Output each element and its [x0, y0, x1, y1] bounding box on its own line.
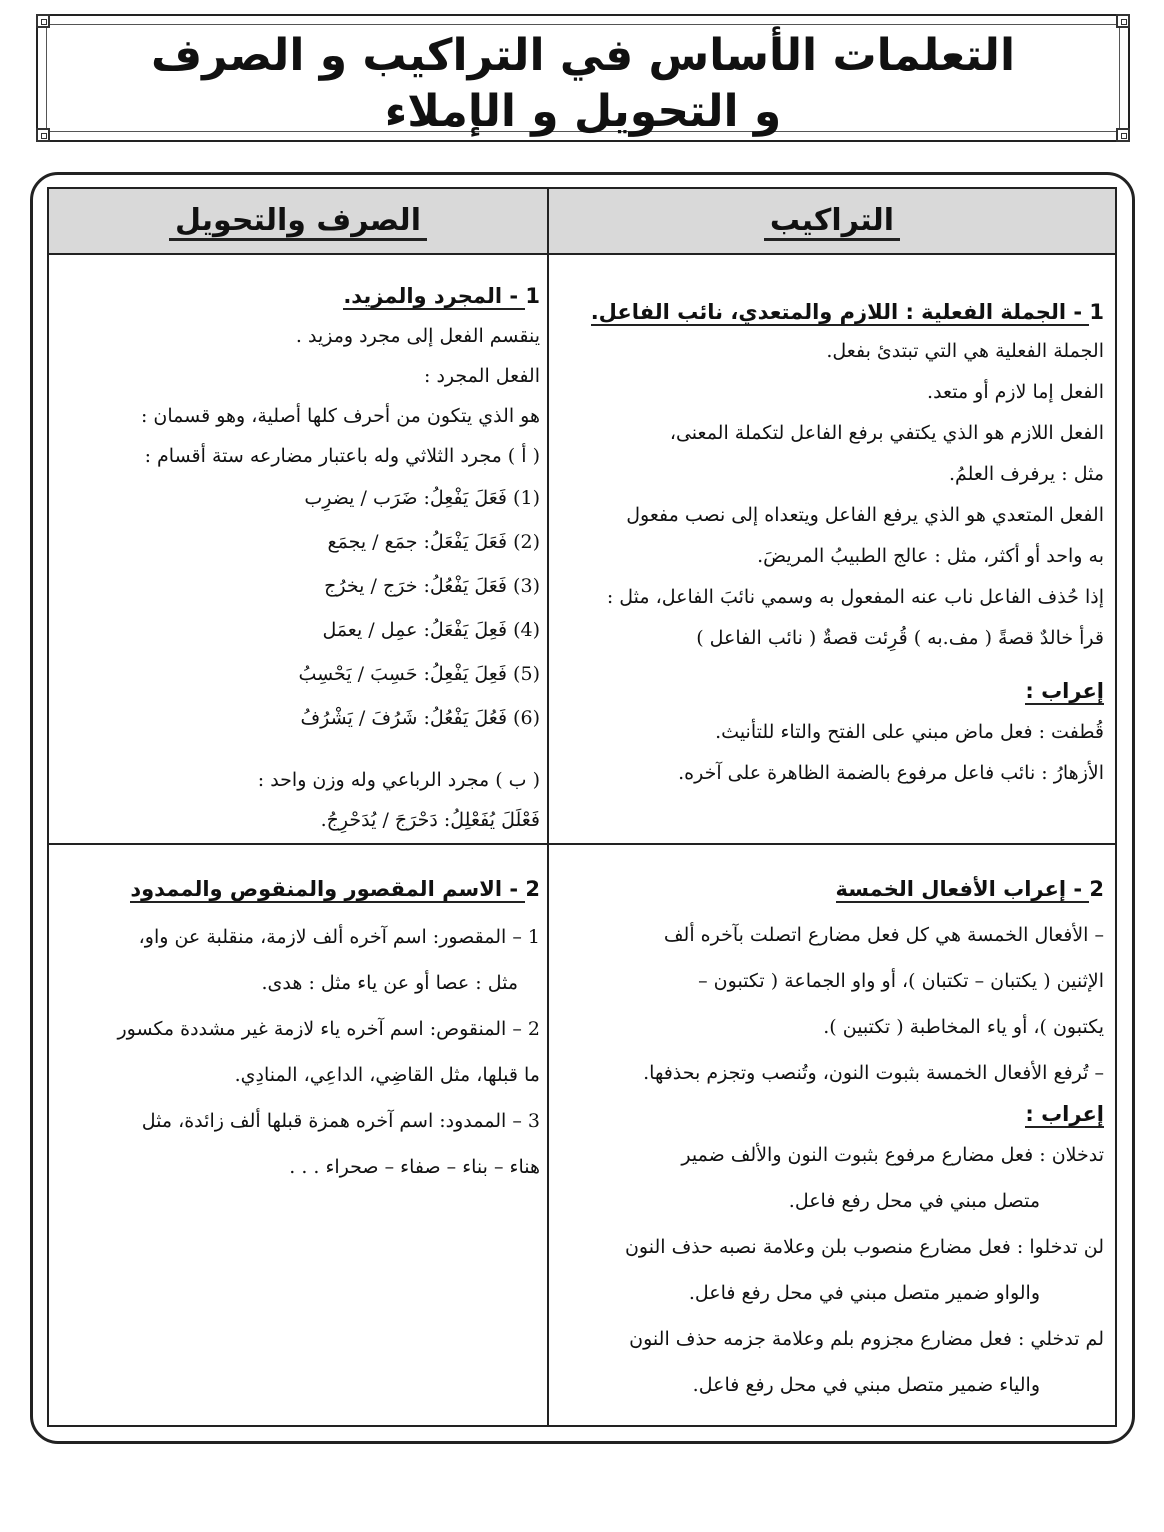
text-line: الفعل المتعدي هو الذي يرفع الفاعل ويتعداه إلى نصب مفعول — [626, 504, 1104, 526]
text-line: ما قبلها، مثل القاضِي، الداعِي، المنادِي. — [234, 1064, 540, 1086]
irab-label: إعراب : — [1025, 679, 1104, 703]
text-line: – الأفعال الخمسة هي كل فعل مضارع اتصلت بآخره ألف — [663, 924, 1104, 946]
tarakib-section-2 — [556, 866, 1104, 1408]
text-line: (3) فَعَلَ يَفْعُلُ: خرَج / يخرُج — [324, 575, 540, 597]
header-sarf: الصرف والتحويل — [49, 189, 547, 253]
text-line: تدخلان : فعل مضارع مرفوع بثبوت النون والألف ضمير — [681, 1144, 1104, 1166]
text-line: الجملة الفعلية هي التي تبتدئ بفعل. — [826, 340, 1104, 362]
text-line: به واحد أو أكثر، مثل : عالج الطبيبُ المريضَ. — [757, 545, 1104, 567]
text-line: ( ب ) مجرد الرباعي وله وزن واحد : — [257, 769, 540, 791]
text-line: (2) فَعَلَ يَفْعَلُ: جمَع / يجمَع — [327, 531, 540, 553]
text-line: لم تدخلي : فعل مضارع مجزوم بلم وعلامة جزمه حذف النون — [629, 1328, 1104, 1350]
page-title-line2: و التحويل و الإملاء — [384, 86, 782, 137]
text-line: الفعل المجرد : — [424, 365, 540, 387]
section-title: 1 - الجملة الفعلية : اللازم والمتعدي، نائب الفاعل. — [590, 300, 1104, 324]
text-line: هو الذي يتكون من أحرف كلها أصلية، وهو قسمان : — [140, 405, 540, 427]
corner-ornament — [36, 14, 50, 28]
text-line: لن تدخلوا : فعل مضارع منصوب بلن وعلامة نصبه حذف النون — [624, 1236, 1104, 1258]
section-title: 2 - إعراب الأفعال الخمسة — [835, 877, 1104, 901]
text-line: (5) فَعِلَ يَفْعِلُ: حَسِبَ / يَحْسِبُ — [298, 663, 540, 685]
text-line: متصل مبني في محل رفع فاعل. — [788, 1190, 1040, 1212]
text-line: الفعل إما لازم أو متعد. — [927, 381, 1104, 403]
text-line: الفعل اللازم هو الذي يكتفي برفع الفاعل لتكملة المعنى، — [669, 422, 1104, 444]
text-line: ينقسم الفعل إلى مجرد ومزيد . — [295, 325, 540, 347]
tarakib-section-1 — [556, 292, 1104, 794]
text-line: (6) فَعُلَ يَفْعُلُ: شَرُفَ / يَشْرُفُ — [300, 707, 540, 729]
text-line: (4) فَعِلَ يَفْعَلُ: عمِل / يعمَل — [322, 619, 540, 641]
header-tarakib: التراكيب — [549, 189, 1115, 253]
text-line: قرأ خالدٌ قصةً ( مف.به ) قُرِئت قصةٌ ( نائب الفاعل ) — [696, 627, 1104, 649]
text-line: ( أ ) مجرد الثلاثي وله باعتبار مضارعه ستة أقسام : — [144, 445, 540, 467]
irab-label: إعراب : — [1025, 1102, 1104, 1126]
text-line: مثل : يرفرف العلمُ. — [948, 463, 1104, 485]
text-line: هناء – بناء – صفاء – صحراء . . . — [289, 1156, 540, 1178]
row-divider — [47, 843, 1117, 845]
section-title: 1 - المجرد والمزيد. — [343, 284, 540, 308]
text-line: 3 – الممدود: اسم آخره همزة قبلها ألف زائدة، مثل — [141, 1110, 540, 1132]
text-line: إذا حُذف الفاعل ناب عنه المفعول به وسمي نائبَ الفاعل، مثل : — [606, 586, 1104, 608]
column-divider — [547, 187, 549, 1427]
sarf-section-1 — [60, 276, 540, 840]
text-line: 1 – المقصور: اسم آخره ألف لازمة، منقلبة عن واو، — [138, 926, 540, 948]
text-line: والواو ضمير متصل مبني في محل رفع فاعل. — [688, 1282, 1040, 1304]
text-line: قُطفت : فعل ماض مبني على الفتح والتاء للتأنيث. — [715, 721, 1104, 743]
text-line: فَعْلَلَ يُفَعْلِلُ: دَحْرَجَ / يُدَحْرِجُ. — [320, 809, 540, 831]
corner-ornament — [1116, 14, 1130, 28]
sarf-section-2 — [60, 866, 540, 1190]
header-divider — [47, 253, 1117, 255]
title-box — [36, 14, 1130, 142]
section-title: 2 - الاسم المقصور والمنقوص والممدود — [130, 877, 540, 901]
text-line: مثل : عصا أو عن ياء مثل : هدى. — [261, 972, 518, 994]
text-line: الأزهارُ : نائب فاعل مرفوع بالضمة الظاهرة على آخره. — [678, 762, 1104, 784]
text-line: – تُرفع الأفعال الخمسة بثبوت النون، وتُنصب وتجزم بحذفها. — [643, 1062, 1104, 1084]
text-line: الإثنين ( يكتبان – تكتبان )، أو واو الجماعة ( تكتبون – — [698, 970, 1104, 992]
text-line: 2 – المنقوص: اسم آخره ياء لازمة غير مشددة مكسور — [117, 1018, 540, 1040]
page-title-line1: التعلمات الأساس في التراكيب و الصرف — [150, 30, 1016, 81]
text-line: (1) فَعَلَ يَفْعِلُ: ضَرَب / يضرِب — [304, 487, 540, 509]
text-line: والياء ضمير متصل مبني في محل رفع فاعل. — [692, 1374, 1040, 1396]
text-line: يكتبون )، أو ياء المخاطبة ( تكتبين ). — [823, 1016, 1104, 1038]
